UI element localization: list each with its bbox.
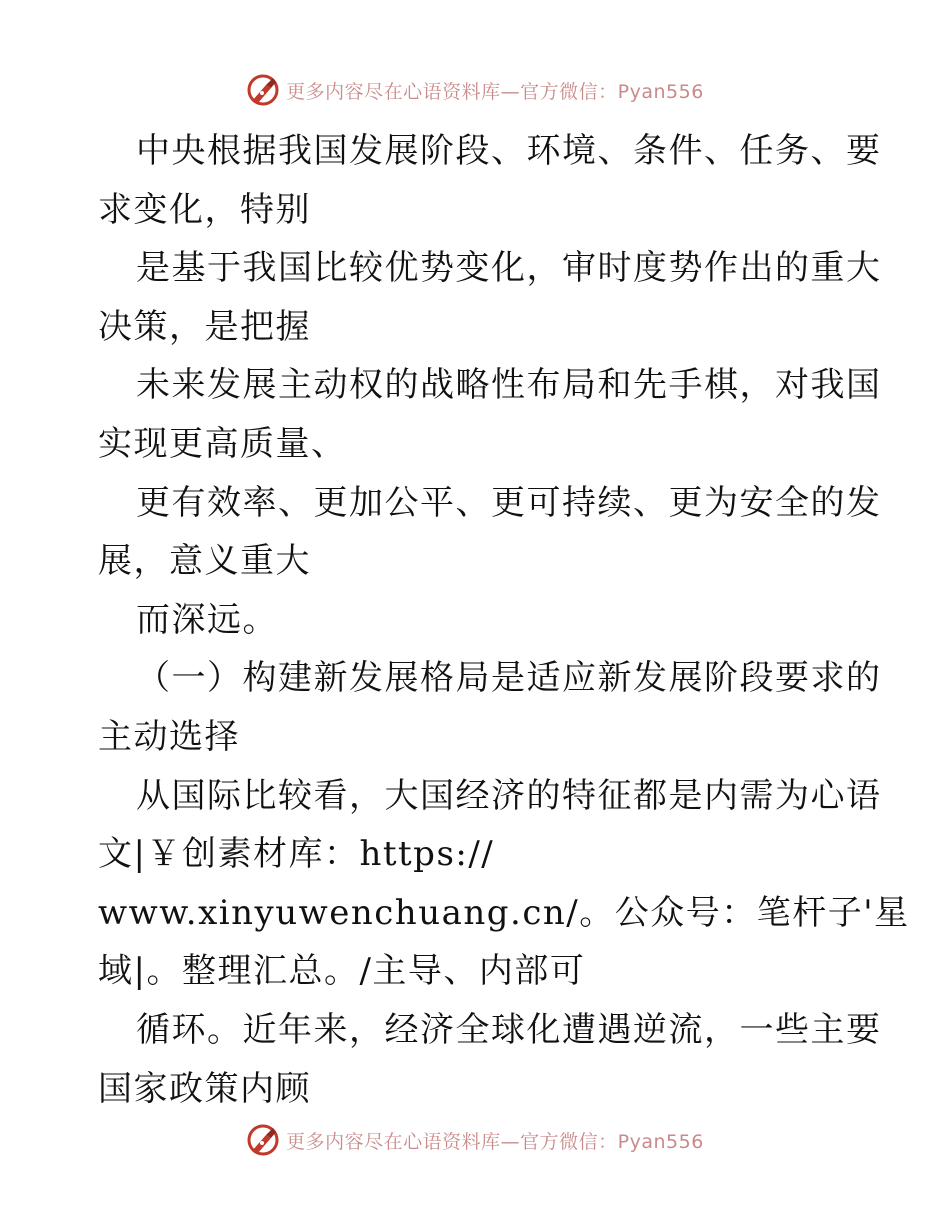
text-line: 国家政策内顾 [98, 1068, 311, 1109]
section-heading: （一）构建新发展格局是适应新发展阶段要求的 [136, 658, 882, 699]
text-line: 从国际比较看，大国经济的特征都是内需为心语 [136, 775, 882, 816]
text-line: 是基于我国比较优势变化，审时度势作出的重大 [136, 248, 882, 289]
text-line: 求变化，特别 [98, 189, 311, 230]
header-banner-text: 更多内容尽在心语资料库—官方微信：Pyan556 [286, 80, 704, 103]
footer-banner [0, 1120, 950, 1160]
text-line: 循环。近年来，经济全球化遭遇逆流，一些主要 [136, 1009, 882, 1050]
text-line: 决策，是把握 [98, 306, 311, 347]
pen-logo-icon [246, 73, 280, 107]
text-line: 中央根据我国发展阶段、环境、条件、任务、要 [136, 131, 882, 171]
text-line: 文|￥创素材库：https:// [98, 834, 495, 875]
header-banner [0, 70, 950, 110]
section-heading-continued: 主动选择 [98, 716, 240, 757]
footer-banner-text: 更多内容尽在心语资料库—官方微信：Pyan556 [286, 1130, 704, 1153]
text-line: 更有效率、更加公平、更可持续、更为安全的发 [136, 482, 882, 523]
text-line: 未来发展主动权的战略性布局和先手棋，对我国 [136, 365, 882, 406]
pen-logo-icon [246, 1123, 280, 1157]
url-line: www.xinyuwenchuang.cn/。公众号：笔杆子'星 [98, 892, 910, 933]
text-line: 展，意义重大 [98, 541, 311, 582]
text-line: 实现更高质量、 [98, 423, 347, 464]
text-line: 域|。整理汇总。/主导、内部可 [98, 951, 586, 992]
document-body [98, 122, 910, 1118]
text-line: 而深远。 [136, 599, 278, 640]
